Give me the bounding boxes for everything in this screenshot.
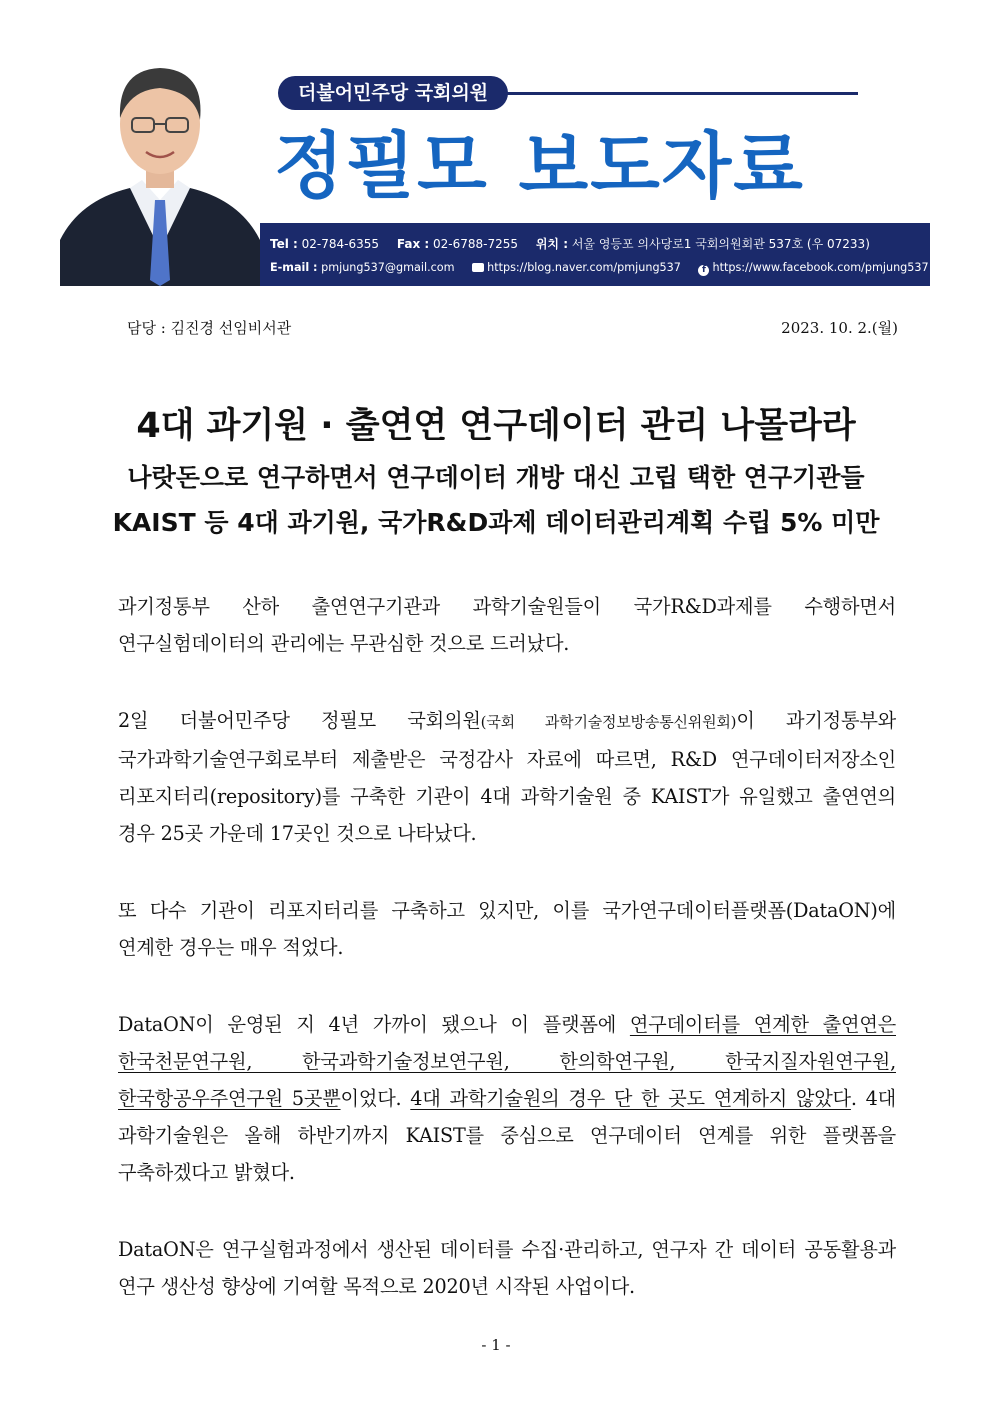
banner-title [274,110,805,222]
subtitle-1: 나랏돈으로 연구하면서 연구데이터 개방 대신 고립 택한 연구기관들 [127,463,865,492]
blog-link[interactable]: https://blog.naver.com/pmjung537 [487,261,681,274]
paragraph-5: DataON은 연구실험과정에서 생산된 데이터를 수집·관리하고, 연구자 간 데이터 공동활용과 연구 생산성 향상에 기여할 목적으로 2020년 시작된 사업이다. [118,1238,896,1298]
release-date: 2023. 10. 2.(월) [781,319,898,337]
article-body [118,588,896,1345]
paragraph-4-lead: DataON이 운영된 지 4년 가까이 됐으나 이 플랫폼에 [118,1013,630,1036]
blog-chat-icon [472,263,484,272]
contact-bar [260,223,930,286]
paragraph-4 [118,1006,896,1191]
doc-type: 보도자료 [518,124,805,208]
tel-label: Tel : [270,237,298,251]
contact-person: 담당 : 김진경 선임비서관 [127,319,292,337]
lawmaker-portrait-photo [60,40,260,286]
paragraph-2-rest: 이 과기정통부와 국가과학기술연구회로부터 제출받은 국정감사 자료에 따르면, R&D 연구데이터저장소인 리포지터리(repository)를 구축한 기관이 4대 과학기술원 중 KAIST가 유일했고 출연연의 경우 25곳 가운데 17곳인 것으로 나타났다. [118,709,896,845]
location-label: 위치 : [535,237,569,251]
paragraph-4-mid: 이었다. [340,1087,411,1110]
press-release-banner [60,40,930,286]
paragraph-1: 과기정통부 산하 출연연구기관과 과학기술원들이 국가R&D과제를 수행하면서 연구실험데이터의 관리에는 무관심한 것으로 드러났다. [118,595,896,655]
underlined-kist-statement: 4대 과학기술원의 경우 단 한 곳도 연계하지 않았다 [410,1087,851,1110]
fax-value: 02-6788-7255 [433,237,519,251]
lawmaker-name: 정필모 [274,124,489,208]
facebook-link[interactable]: https://www.facebook.com/pmjung537 [712,261,929,274]
underlined-institutes: 연구데이터를 연계한 출연연은 한국천문연구원, 한국과학기술정보연구원, 한의학연구원, 한국지질자원연구원, 한국항공우주연구원 5곳뿐 [118,1013,896,1110]
paragraph-2-lead: 2일 더불어민주당 정필모 국회의원 [118,709,481,732]
contact-row-online [270,259,929,277]
committee-note: (국회 과학기술정보방송통신위원회) [480,713,737,731]
party-badge: 더불어민주당 국회의원 [278,76,508,110]
email-label: E-mail : [270,261,318,274]
facebook-icon: f [698,265,709,276]
paragraph-3: 또 다수 기관이 리포지터리를 구축하고 있지만, 이를 국가연구데이터플랫폼(DataON)에 연계한 경우는 매우 적었다. [118,899,896,959]
contact-row-phone [270,235,870,253]
subtitle-2: KAIST 등 4대 과기원, 국가R&D과제 데이터관리계획 수립 5% 미만 [112,508,880,537]
tel-value: 02-784-6355 [301,237,380,251]
fax-label: Fax : [396,237,430,251]
main-title: 4대 과기원 · 출연연 연구데이터 관리 나몰라라 [136,406,856,446]
paragraph-4-rest: . 4대 과학기술원은 올해 하반기까지 KAIST를 중심으로 연구데이터 연계를 위한 플랫폼을 구축하겠다고 밝혔다. [118,1087,896,1184]
location-value: 서울 영등포 의사당로1 국회의원회관 537호 (우 07233) [571,237,870,251]
email-value[interactable]: pmjung537@gmail.com [321,261,455,274]
divider-line [500,92,858,95]
paragraph-2 [118,702,896,852]
page-number: - 1 - [481,1336,511,1354]
